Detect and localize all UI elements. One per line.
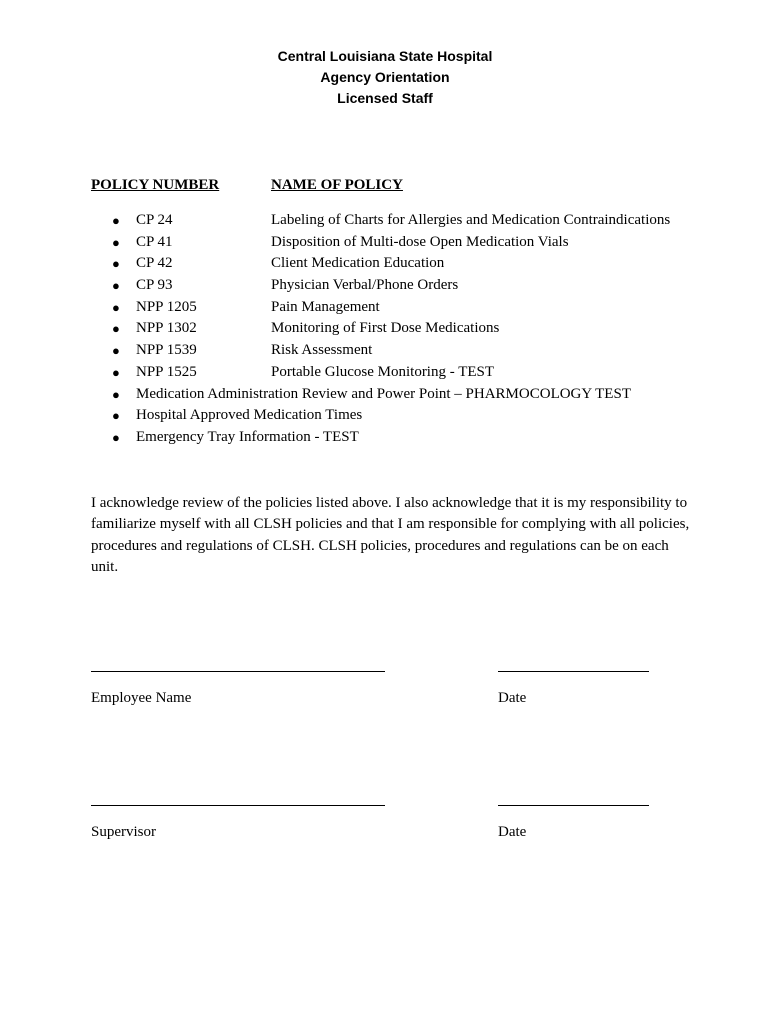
policy-number: NPP 1302 — [136, 320, 197, 337]
policy-name: Labeling of Charts for Allergies and Medication Contraindications — [271, 212, 671, 228]
policy-number: CP 93 — [136, 277, 173, 294]
policy-name: Pain Management — [271, 298, 380, 315]
policy-name: Risk Assessment — [271, 342, 373, 359]
policy-item — [0, 232, 770, 254]
employee-date-line[interactable] — [498, 671, 649, 672]
policy-number: NPP 1539 — [136, 342, 197, 359]
policy-number: Medication Administration Review and Power Point – PHARMOCOLOGY TEST — [136, 385, 631, 402]
policy-item — [0, 427, 770, 449]
document-header — [0, 46, 770, 109]
policy-item — [0, 362, 770, 384]
policy-item — [0, 275, 770, 297]
policy-item — [0, 253, 770, 275]
policy-name: Monitoring of First Dose Medications — [271, 320, 500, 337]
policy-item — [0, 318, 770, 340]
staff-type: Licensed Staff — [337, 90, 433, 106]
orientation-title: Agency Orientation — [320, 69, 450, 85]
policy-number: CP 42 — [136, 255, 173, 272]
bullet-icon: ● — [112, 299, 120, 315]
bullet-icon: ● — [112, 256, 120, 272]
bullet-icon: ● — [112, 343, 120, 359]
bullet-icon: ● — [112, 213, 120, 228]
bullet-icon: ● — [112, 364, 120, 380]
bullet-icon: ● — [112, 278, 120, 294]
bullet-icon: ● — [112, 321, 120, 337]
bullet-icon: ● — [112, 234, 120, 250]
policy-item — [0, 210, 770, 232]
supervisor-signature-line[interactable] — [91, 805, 385, 806]
employee-signature-line[interactable] — [91, 671, 385, 672]
policy-name: Physician Verbal/Phone Orders — [271, 277, 459, 294]
bullet-icon: ● — [112, 386, 120, 402]
policy-number: NPP 1205 — [136, 298, 197, 315]
employee-name-label: Employee Name — [91, 690, 192, 706]
bullet-icon: ● — [112, 429, 120, 445]
hospital-name: Central Louisiana State Hospital — [277, 48, 493, 64]
policy-item — [0, 384, 770, 406]
policy-number: Hospital Approved Medication Times — [136, 407, 363, 424]
policy-name: Disposition of Multi-dose Open Medication Vials — [271, 233, 569, 250]
policy-number: NPP 1525 — [136, 363, 197, 380]
column-header-policy-number: POLICY NUMBER — [91, 177, 220, 193]
policy-number: CP 41 — [136, 233, 173, 250]
policy-item — [0, 405, 770, 427]
employee-date-label: Date — [498, 690, 527, 706]
supervisor-date-label: Date — [498, 824, 527, 840]
policy-number: Emergency Tray Information - TEST — [136, 428, 359, 445]
policy-name: Portable Glucose Monitoring - TEST — [271, 363, 495, 380]
policy-number: CP 24 — [136, 212, 173, 228]
policy-item — [0, 297, 770, 319]
column-header-policy-name: NAME OF POLICY — [271, 177, 403, 193]
supervisor-label: Supervisor — [91, 824, 156, 840]
policy-name: Client Medication Education — [271, 255, 445, 272]
policy-item — [0, 340, 770, 362]
bullet-icon: ● — [112, 408, 120, 424]
policy-list — [0, 210, 770, 449]
supervisor-date-line[interactable] — [498, 805, 649, 806]
acknowledgement-text: I acknowledge review of the policies listed above. I also acknowledge that it is my responsibility to familiarize myself with all CLSH policies and that I am responsible for complying with all policies, procedures and regulations of CLSH. CLSH policies, procedures and regulations can be on each unit. — [91, 495, 690, 575]
